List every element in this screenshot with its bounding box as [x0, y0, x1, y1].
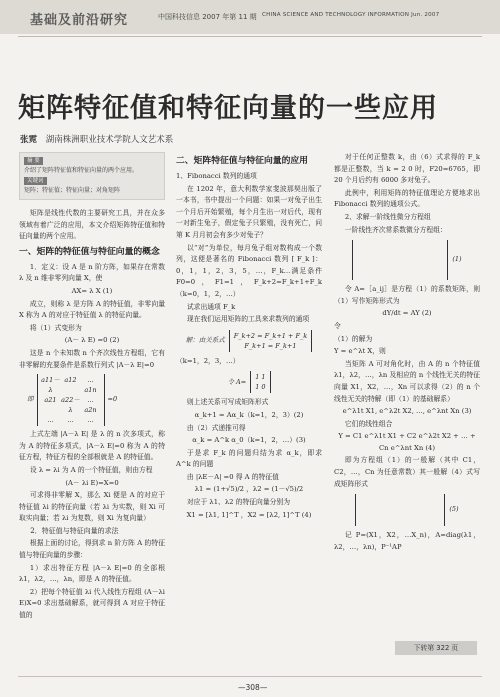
- col3-eq3: Y = e^λt X，则: [334, 347, 386, 356]
- equation-1: AX= λ X (1): [71, 286, 113, 295]
- det-cell: a22－λ: [61, 396, 80, 415]
- col3-solution-is: （1）的解为: [334, 334, 373, 343]
- author-affiliation: 湖南株洲职业技术学院人文艺术系: [45, 135, 174, 145]
- fibonacci-title: 1、Fibonacci 数列的通项: [176, 172, 257, 180]
- solution-text-3: 则上述关系可写成矩阵形式: [186, 398, 269, 407]
- matrix-a-label: 令 A=: [227, 377, 247, 386]
- abstract-text: 介绍了矩阵特征值和特征向量的两个应用。: [24, 167, 139, 174]
- col3-subsection-2-text: 一阶线性齐次常系数微分方程组：: [344, 225, 447, 234]
- eigenvalues: λ1 = (1+√5)/2 ，λ2 = (1－√5)/2: [194, 485, 304, 494]
- relation-row: F_k+2 = F_k+1 + F_k: [233, 331, 308, 340]
- col3-text-3: 令 A=［a_ij］是方程（1）的系数矩阵，则（1）写作矩阵形式为: [334, 285, 480, 305]
- equation-2-intro: 将（1）式变形为: [29, 323, 82, 332]
- intro-paragraph: 矩阵是线性代数的主要研究工具，并在众多领域有着广泛的应用，本文介绍矩阵特征值和特征向量的两个应用。: [19, 209, 165, 241]
- solution-text-4: 由（2）式递推可得: [186, 423, 246, 432]
- equation-b: α_k = A^k α_0（k=1，2，…）(3): [192, 436, 306, 445]
- col3-text-1: 对于任何正整数 k，由（6）式求得的 F_k 都是正整数，当 k = 2 0 时，F20=6765，即 20 个月后约有 6000 多对兔子。: [334, 153, 480, 185]
- determinant-label: 即: [27, 395, 34, 404]
- solution-text-7: 对应于 λ1、λ2 的特征向量分别为: [186, 498, 291, 507]
- characteristic-paragraph: 上式左端 |A－λ E| 是 λ 的 n 次多项式，称为 A 的特征多项式，|A－λ E|=0 称为 A 的特征方程，特征方程的全部根就是 A 的特征值。: [19, 430, 165, 462]
- col3-text-6: 当矩阵 A 可对角化时，由 A 的 n 个特征值 λ1，λ2，…，λn 及相应的 n 个线性无关的特征向量 X1，X2，…，Xn 可以求得（2）的 n 个线性无关的特解（即（1）的基础解系）: [334, 359, 480, 403]
- det-cell: a21: [44, 396, 57, 405]
- abstract-box: [19, 152, 165, 200]
- relation-bracket: [229, 330, 312, 352]
- relation-system: [176, 330, 322, 352]
- fibonacci-text-3: 试求出通项 F_k: [186, 302, 236, 311]
- article-title: 矩阵特征值和特征向量的一些应用: [18, 93, 438, 124]
- page-number: —308—: [238, 683, 268, 692]
- fibonacci-text-2: 以“对”为单位，每月兔子组对数构成一个数列，这便是著名的 Fibonacci 数列 [ F_k ]：0，1，1，2，3，5，…，F_k…满足条件 F0=0，F1=1，F_k+2=F_k+1+F_k（k=0，1，2，…）: [176, 243, 322, 298]
- matrix-a-definition: [176, 371, 322, 393]
- subsection-2: 2．特征值与特征向量的求法: [30, 526, 119, 535]
- solution-text-6: 由 |λE－A| =0 得 A 的特征值: [186, 472, 279, 481]
- col3-subsection-2: 2、求解一阶线性微分方程组: [344, 212, 431, 221]
- ode-system-bracket: [352, 240, 448, 280]
- general-solution-number: (4): [425, 443, 436, 452]
- col3-eq4: e^λ1t X1, e^λ2t X2, …, e^λnt Xn (3): [342, 407, 472, 416]
- relation-row: F_k+1 = F_k+1: [244, 341, 297, 350]
- column-2: [176, 152, 322, 664]
- continued-on-page-badge: 下转第 322 页: [395, 641, 477, 655]
- det-cell: a12: [64, 376, 77, 385]
- fibonacci-text-1: 在 1202 年，意大利数学家斐波那契出版了一本书，书中提出一个问题：如果一对兔子出生一个月后开始繁殖，每个月生出一对后代，现有一对新生兔子，假定兔子只繁殖，没有死亡，问第 K 月月初会有多少对兔子？: [176, 184, 322, 239]
- column-3: [334, 152, 480, 652]
- header-english-journal: CHINA SCIENCE AND TECHNOLOGY INFORMATION Jun. 2007: [262, 12, 440, 18]
- det-cell: …: [67, 416, 74, 425]
- keywords-tag: 关键词: [24, 177, 47, 185]
- col3-let: 令: [334, 321, 341, 330]
- determinant-matrix: [37, 374, 105, 426]
- eigenvectors: X1 = [λ1, 1]^T ，X2 = [λ2, 1]^T (4): [186, 510, 312, 519]
- col3-text-7: 它们的线性组合: [344, 419, 393, 428]
- det-cell: …: [87, 416, 94, 425]
- matrix-a: [250, 371, 270, 393]
- solution-text-5: 于是求 F_k 的问题归结为求 α_k，即求 A^k 的问题: [176, 448, 322, 469]
- col3-eq5: [334, 431, 480, 454]
- footer-rule: [18, 676, 482, 677]
- eigen-let-paragraph: 设 λ = λi 为 A 的一个特征值，则由方程: [29, 465, 153, 474]
- matrix-form-bracket: [355, 494, 445, 526]
- equation-2: (A－ λ E) =0 (2): [64, 336, 120, 345]
- author-line: [20, 133, 173, 145]
- running-header: [0, 0, 500, 34]
- keywords-text: 矩阵；特征值；特征向量；对角矩阵: [24, 187, 121, 194]
- matrix-form-solution: [334, 494, 480, 526]
- step-2: 2）把每个特征值 λi 代入线性方程组 (A－λi E)X=0 求出基础解系，就可得到 A 对应于特征值的: [19, 587, 165, 620]
- col3-text-9: 记 P=(X1，X2，…X_n)，A=diag(λ1，λ2，…，λn)，P⁻¹AP: [334, 531, 480, 551]
- equation-a: α_k+1 = Aα_k（k=1，2，3）(2): [194, 410, 304, 419]
- section-heading-2: 二、矩阵特征值与特征向量的应用: [176, 156, 308, 166]
- fibonacci-text-4: 现在我们运用矩阵的工具来求数列的通项: [186, 315, 310, 324]
- matrix-a-row: 1 0: [255, 383, 266, 392]
- col3-text-8: 即为方程组（1）的一般解（其中 C1，C2，…，Cn 为任意常数）其一般解（4）式写成矩阵形式: [334, 456, 480, 488]
- ode-system: [334, 240, 480, 280]
- header-journal-info: 中国科技信息 2007 年第 11 期: [158, 13, 257, 21]
- equation-2-text: 这是 n 个未知数 n 个齐次线性方程组，它有非零解的充要条件是系数行列式 |A－λ E|=0: [19, 348, 165, 369]
- step-1: 1）求出特征方程 |A－λ E|=0 的全部根 λ1，λ2，…，λn，即是 A 的特征值。: [19, 563, 165, 584]
- matrix-form-number: (5): [449, 505, 459, 514]
- determinant: [27, 374, 165, 426]
- det-cell: …: [47, 416, 54, 425]
- solution-label: 解：由关系式: [185, 335, 225, 344]
- equation-3: (A－ λi E)=X=0: [65, 478, 119, 487]
- equation-3-text: 可求得非零解 X，那么 Xi 便是 A 的对应于特征值 λi 的特征向量（若 λi 为实数，则 Xi 可取实向量；若 λi 为复数，则 Xi 为复向量）: [19, 491, 165, 523]
- abstract-tag: 摘 要: [24, 157, 43, 165]
- ode-system-number: (1): [452, 255, 462, 264]
- author-name: 张霓: [20, 135, 38, 145]
- det-cell: a11－λ: [41, 376, 60, 395]
- definition-paragraph: 1．定义：设 A 是 n 阶方阵，如果存在常数 λ 及 n 维非零列向量 X，使: [19, 262, 165, 283]
- header-section-name: 基础及前沿研究: [30, 13, 129, 28]
- definition-paragraph-b: 成立，则称 λ 是方阵 A 的特征值，非零向量 X 称为 A 的对应于特征值 λ 的特征向量。: [19, 299, 165, 320]
- header-rule: [18, 36, 482, 37]
- section-heading-1: 一、矩阵的特征值与特征向量的概念: [19, 246, 160, 257]
- solution-text-1: （k=1，2，3，…）: [176, 356, 240, 365]
- subsection-2-text: 根据上面的讨论，得到求 n 阶方阵 A 的特征值与特征向量的步骤：: [19, 539, 165, 560]
- col3-text-2: 此例中，利用矩阵的特征值理论方便地求出 Fibonacci 数列的通项公式。: [334, 188, 480, 209]
- column-1: [19, 152, 165, 652]
- matrix-ode: dY/dt = AY (2): [382, 309, 432, 318]
- det-cell: … a2n: [84, 396, 97, 415]
- determinant-equals: =0: [107, 395, 118, 404]
- matrix-a-row: 1 1: [255, 373, 266, 382]
- det-cell: … a1n: [84, 376, 97, 395]
- general-solution: Y = C1 e^λ1t X1 + C2 e^λ2t X2 + … + Cn e^λnt Xn: [338, 432, 476, 452]
